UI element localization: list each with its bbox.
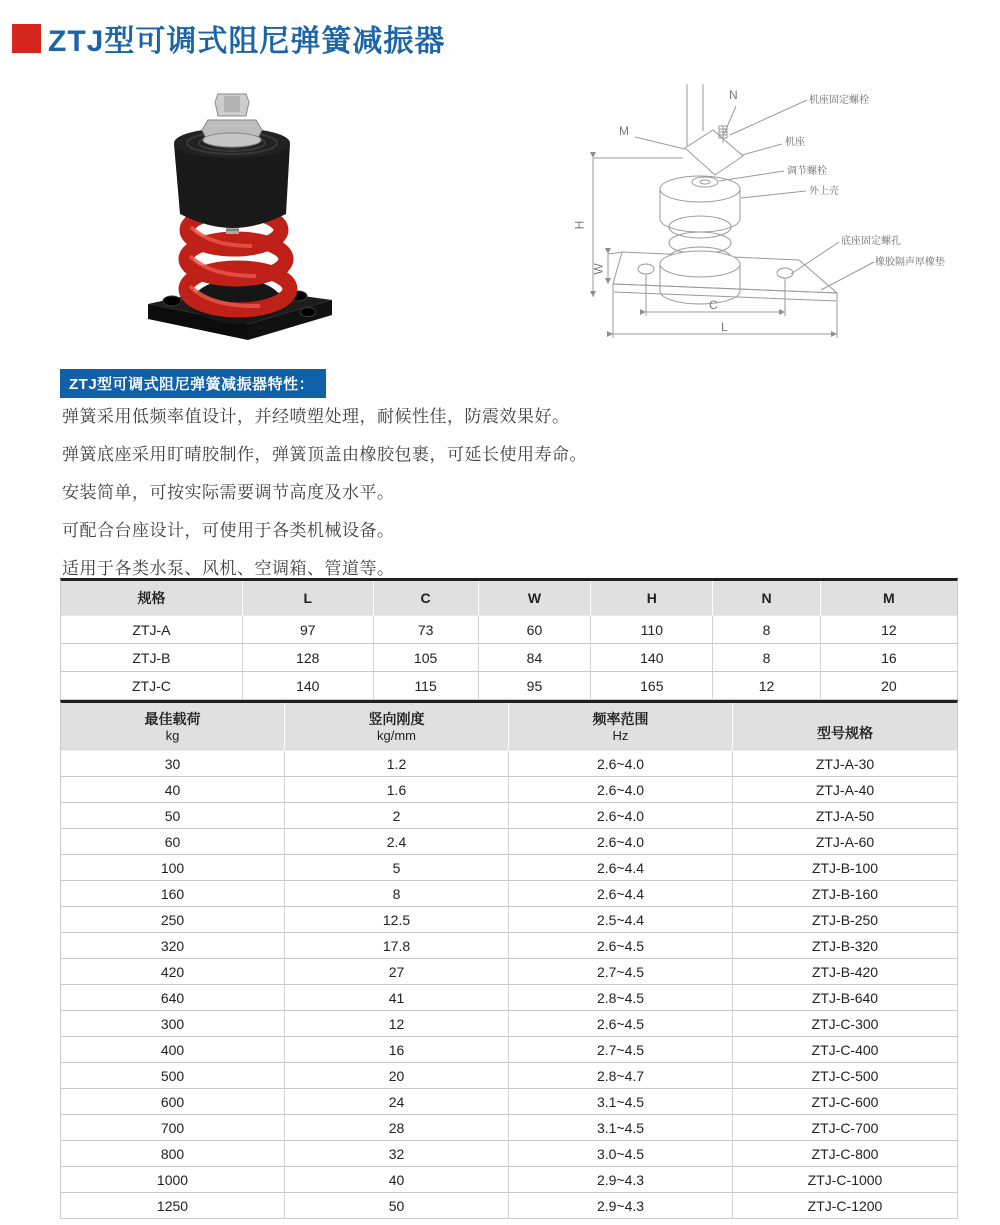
table-cell: 2.6~4.5 [509,1011,733,1037]
table-cell: 600 [61,1089,285,1115]
table-cell: 500 [61,1063,285,1089]
table-row [61,616,957,644]
table-cell: ZTJ-B-160 [733,881,957,907]
spring-isolator-photo [140,86,390,352]
table-cell: 300 [61,1011,285,1037]
col-header-frequency [509,703,733,751]
table-cell: 2.6~4.5 [509,933,733,959]
table-cell: 12 [713,672,821,699]
col-header-n: N [713,581,821,616]
table-cell: ZTJ-B-640 [733,985,957,1011]
table-cell: ZTJ-C-500 [733,1063,957,1089]
table-cell: 3.1~4.5 [509,1115,733,1141]
table-row [61,777,957,803]
dim-label-w: W [591,263,606,275]
table-row [61,985,957,1011]
table-cell: 8 [285,881,509,907]
table-cell: 3.0~4.5 [509,1141,733,1167]
table-cell: 2.9~4.3 [509,1167,733,1193]
table-cell: 1.2 [285,751,509,777]
feature-item: 可配合台座设计，可使用于各类机械设备。 [62,521,395,540]
table-row [61,959,957,985]
col-header-stiffness-title: 竖向刚度 [368,711,425,727]
table-cell: ZTJ-C-400 [733,1037,957,1063]
table-cell: ZTJ-C-600 [733,1089,957,1115]
col-header-m: M [821,581,957,616]
table-cell: 28 [285,1115,509,1141]
table-cell: 3.1~4.5 [509,1089,733,1115]
col-header-c: C [374,581,479,616]
table-cell: 8 [713,616,821,644]
table-cell: ZTJ-A-60 [733,829,957,855]
features-list [62,398,662,588]
table-cell: 2 [285,803,509,829]
table-cell: 2.6~4.0 [509,751,733,777]
table-cell: 110 [591,616,713,644]
table-cell: 60 [61,829,285,855]
table-cell: 2.6~4.0 [509,777,733,803]
table-row [61,751,957,777]
table-row [61,672,957,699]
page-header [12,16,445,60]
table-cell: 105 [374,644,479,672]
table-row [61,829,957,855]
table-cell: 97 [243,616,374,644]
dim-label-n: N [729,88,738,102]
table-cell: 41 [285,985,509,1011]
table-cell: ZTJ-C-300 [733,1011,957,1037]
table-cell: 27 [285,959,509,985]
table-row [61,881,957,907]
table-cell: 128 [243,644,374,672]
table-cell: 700 [61,1115,285,1141]
red-square-icon [12,24,41,53]
col-header-w: W [479,581,592,616]
table-cell: ZTJ-B-250 [733,907,957,933]
feature-item: 安装简单，可按实际需要调节高度及水平。 [62,483,395,502]
table-cell: 17.8 [285,933,509,959]
table-cell: 400 [61,1037,285,1063]
table-cell: 32 [285,1141,509,1167]
table-cell: 30 [61,751,285,777]
table-cell: 420 [61,959,285,985]
table-cell: 140 [591,644,713,672]
table-cell: ZTJ-B-420 [733,959,957,985]
callout-base-fixing-bolt: 机座固定螺栓 [809,95,869,106]
table-cell: ZTJ-C [61,672,243,699]
col-header-model [733,703,957,751]
table-row [61,1167,957,1193]
col-header-l: L [243,581,374,616]
col-header-frequency-title: 频率范围 [592,711,649,727]
table-cell: 2.4 [285,829,509,855]
table-row [61,644,957,672]
table-cell: 2.8~4.5 [509,985,733,1011]
table-cell: 24 [285,1089,509,1115]
table-cell: 1.6 [285,777,509,803]
table-cell: 40 [61,777,285,803]
table-row [61,933,957,959]
feature-item: 弹簧底座采用盯晴胶制作，弹簧顶盖由橡胶包裹，可延长使用寿命。 [62,445,587,464]
table-cell: 140 [243,672,374,699]
table-cell: 250 [61,907,285,933]
table-cell: 800 [61,1141,285,1167]
dim-label-m: M [619,124,629,138]
product-photo [140,86,390,352]
table-cell: 1000 [61,1167,285,1193]
table-row [61,907,957,933]
table-row [61,1193,957,1218]
table-cell: ZTJ-C-1200 [733,1193,957,1218]
table-cell: 2.6~4.0 [509,829,733,855]
table-cell: 160 [61,881,285,907]
table-cell: 1250 [61,1193,285,1218]
table-cell: 16 [821,644,957,672]
table-cell: 2.7~4.5 [509,959,733,985]
dim-label-h: H [572,220,587,230]
callout-rubber-pad: 橡胶隔声厚橡垫 [875,257,945,268]
table-row [61,855,957,881]
table-row [61,1089,957,1115]
table-header-row [61,581,957,616]
callout-adjusting-bolt: 调节螺栓 [787,166,827,177]
table-cell: ZTJ-C-1000 [733,1167,957,1193]
dimension-table [60,578,958,700]
table-cell: ZTJ-A-50 [733,803,957,829]
table-cell: 50 [285,1193,509,1218]
page-title: ZTJ型可调式阻尼弹簧减振器 [48,25,446,58]
col-header-stiffness-unit: kg/mm [377,728,416,743]
table-cell: 2.6~4.0 [509,803,733,829]
col-header-model-title: 型号规格 [817,725,873,741]
col-header-stiffness [285,703,509,751]
table-cell: 95 [479,672,592,699]
table-cell: ZTJ-C-700 [733,1115,957,1141]
table-cell: ZTJ-A [61,616,243,644]
features-heading: ZTJ型可调式阻尼弹簧减振器特性： [60,369,326,398]
callout-outer-upper-shell: 外上壳 [809,186,839,197]
col-header-load-title: 最佳载荷 [144,711,201,727]
callout-machine-base: 机座 [785,137,805,148]
table-cell: ZTJ-A-30 [733,751,957,777]
table-cell: 12 [285,1011,509,1037]
col-header-h: H [591,581,713,616]
table-cell: 2.9~4.3 [509,1193,733,1218]
table-row [61,1011,957,1037]
table-cell: 60 [479,616,592,644]
callout-base-screw-hole: 底座固定螺孔 [841,236,901,247]
table-cell: ZTJ-A-40 [733,777,957,803]
table-cell: 5 [285,855,509,881]
table-row [61,803,957,829]
table-cell: 100 [61,855,285,881]
table-cell: 2.5~4.4 [509,907,733,933]
feature-item: 弹簧采用低频率值设计，并经喷塑处理，耐候性佳，防震效果好。 [62,407,570,426]
table-cell: 640 [61,985,285,1011]
col-header-model-unit [733,742,957,748]
col-header-spec: 规格 [61,581,243,616]
col-header-frequency-unit: Hz [612,728,629,743]
table-cell: 320 [61,933,285,959]
table-cell: 20 [285,1063,509,1089]
col-header-load [61,703,285,751]
dim-label-c: C [709,298,718,312]
table-cell: 16 [285,1037,509,1063]
table-cell: 2.7~4.5 [509,1037,733,1063]
table-cell: 2.8~4.7 [509,1063,733,1089]
table-header-row [61,703,957,751]
table-row [61,1063,957,1089]
table-cell: 2.6~4.4 [509,881,733,907]
table-cell: 50 [61,803,285,829]
table-cell: 73 [374,616,479,644]
table-cell: 84 [479,644,592,672]
table-cell: 165 [591,672,713,699]
table-cell: ZTJ-B [61,644,243,672]
table-row [61,1141,957,1167]
table-row [61,1037,957,1063]
col-header-load-unit: kg [165,728,180,743]
technical-diagram [563,84,993,356]
table-row [61,1115,957,1141]
table-cell: 20 [821,672,957,699]
table-cell: 12.5 [285,907,509,933]
table-cell: ZTJ-C-800 [733,1141,957,1167]
table-cell: ZTJ-B-100 [733,855,957,881]
table-cell: ZTJ-B-320 [733,933,957,959]
table-cell: 2.6~4.4 [509,855,733,881]
table-cell: 115 [374,672,479,699]
dim-label-l: L [721,320,728,334]
feature-item: 适用于各类水泵、风机、空调箱、管道等。 [62,559,395,578]
table-cell: 12 [821,616,957,644]
table-cell: 40 [285,1167,509,1193]
table-cell: 8 [713,644,821,672]
model-table [60,700,958,1219]
